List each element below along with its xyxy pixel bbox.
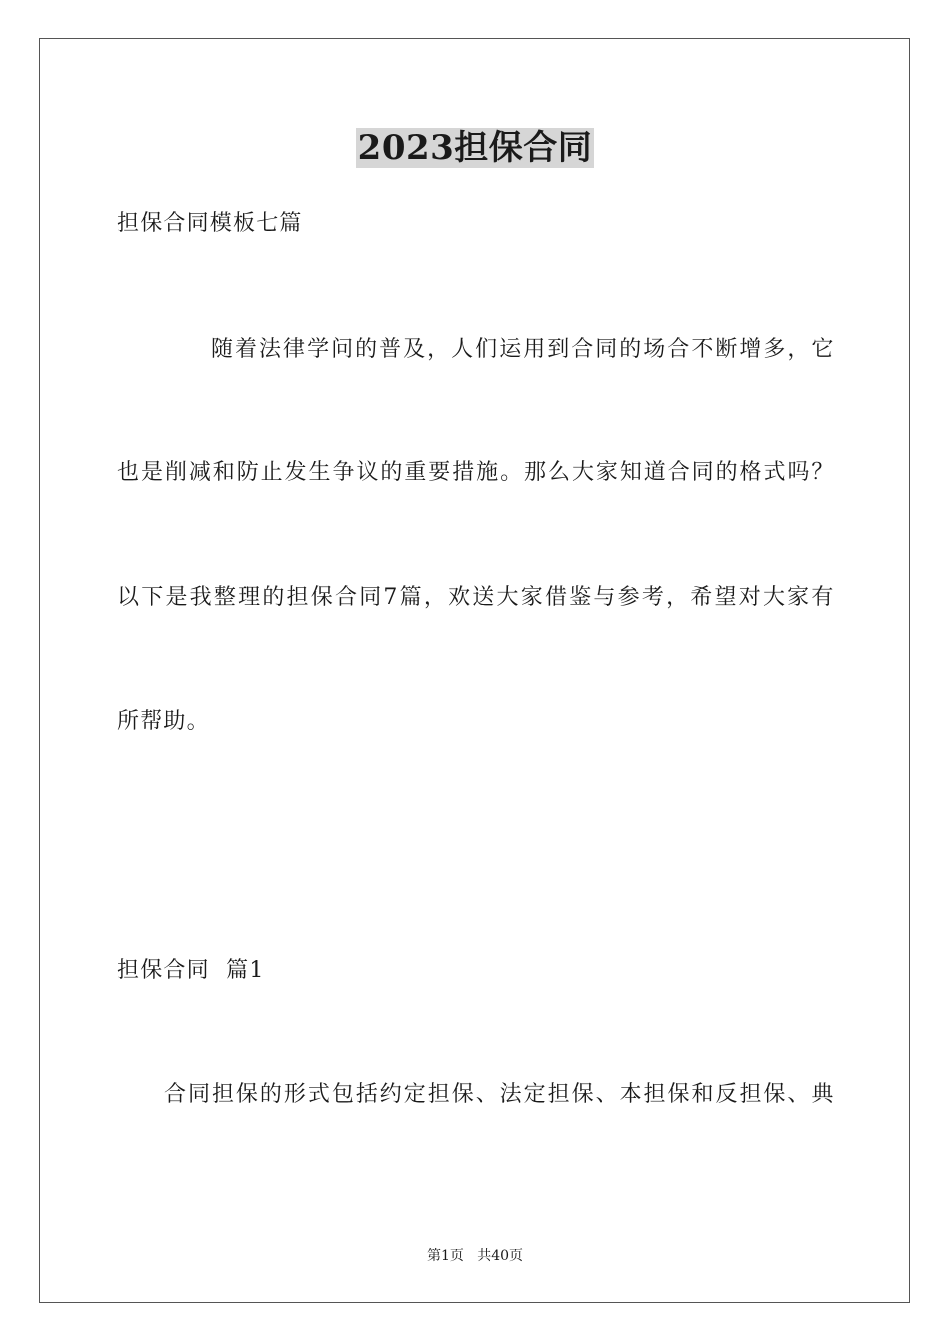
section-heading: 担保合同 篇1: [117, 958, 265, 983]
intro-line-2: 也是削减和防止发生争议的重要措施。那么大家知道合同的格式吗？: [117, 460, 834, 485]
intro-line-4: 所帮助。: [117, 709, 210, 734]
intro-line-1: 随着法律学问的普及，人们运用到合同的场合不断增多，它: [211, 337, 834, 362]
document-subtitle: 担保合同模板七篇: [117, 211, 303, 236]
intro-line-3: 以下是我整理的担保合同7篇，欢送大家借鉴与参考，希望对大家有: [117, 585, 834, 610]
page-footer: 第1页 共40页: [426, 1248, 524, 1264]
section-line-1: 合同担保的形式包括约定担保、法定担保、本担保和反担保、典: [164, 1082, 834, 1107]
document-title: 2023担保合同: [357, 128, 593, 168]
title-container: [0, 128, 950, 168]
